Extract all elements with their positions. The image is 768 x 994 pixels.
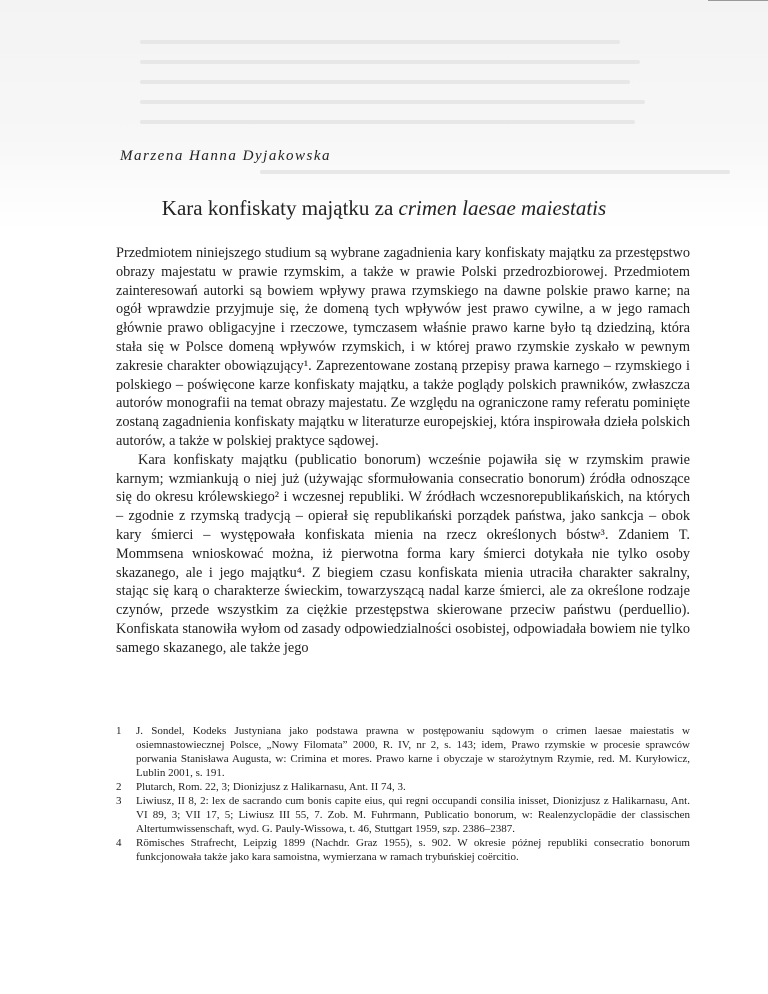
footnote	[116, 780, 690, 794]
paragraph-1: Przedmiotem niniejszego studium są wybrane zagadnienia kary konfiskaty majątku za przestępstwo obrazy majestatu w prawie rzymskim, a także w prawie Polski przedrozbiorowej. Przedmiotem zainteresowań autorki są bowiem wpływy prawa rzymskiego na dawne polskie prawo karne; na ogół wprawdzie przyjmuje się, że domeną tych wpływów jest prawo cywilne, a w jego ramach głównie prawo obligacyjne i rzeczowe, tymczasem właśnie prawo karne było tą dziedziną, która stała się w Polsce domeną wpływów rzymskich, i w której prawo rzymskie zyskało w pewnym zakresie charakter obowiązujący¹. Zaprezentowane zostaną przepisy prawa karnego – rzymskiego i polskiego – poświęcone karze konfiskaty majątku, a także poglądy polskich prawników, zwłaszcza autorów monografii na temat obrazy majestatu. Ze względu na ograniczone ramy referatu pominięte zostaną zagadnienia konfiskaty majątku w literaturze europejskiej, która inspirowała dzieła polskich autorów, a także w polskiej praktyce sądowej.	[116, 245, 690, 449]
footnote-number: 1	[116, 725, 122, 737]
paragraph-2: Kara konfiskaty majątku (publicatio bonorum) wcześnie pojawiła się w rzymskim prawie karnym; wzmiankują o niej już (używając sformułowania consecratio bonorum) źródła odnoszące się do okresu królewskiego² i wczesnej republiki. W źródłach wczesnorepublikańskich, na których – zgodnie z rzymską tradycją – opierał się republikański porządek państwa, jako sankcja – obok kary śmierci – występowała konfiskata mienia na rzecz określonych bóstw³. Zdaniem T. Mommsena wnioskować można, iż pierwotna forma kary śmierci dotykała nie tylko osoby skazanego, ale i jego majątku⁴. Z biegiem czasu konfiskata mienia utraciła charakter sakralny, stając się karą o charakterze świeckim, towarzyszącą nadal karze śmierci, ale za określone rodzaje czynów, przede wszystkim za ciężkie przestępstwa skierowane przeciw państwu (perduellio). Konfiskata stanowiła wyłom od zasady odpowiedzialności osobistej, odpowiadała bowiem nie tylko samego skazanego, ale także jego	[116, 451, 690, 656]
footnote-text: J. Sondel, Kodeks Justyniana jako podstawa prawna w postępowaniu sądowym o crimen laesae maiestatis w osiemnastowiecznej Polsce, „Nowy Filomata” 2000, R. IV, nr 2, s. 143; idem, Prawo rzymskie w procesie sprawców porwania Stanisława Augusta, w: Crimina et mores. Prawo karne i obyczaje w starożytnym Rzymie, red. M. Kuryłowicz, Lublin 2001, s. 191.	[136, 725, 690, 779]
footnote-number: 4	[116, 837, 122, 849]
footnote	[116, 836, 690, 864]
footnote-number: 2	[116, 781, 122, 793]
footnotes	[116, 724, 690, 864]
footnote	[116, 794, 690, 836]
author-name: Marzena Hanna Dyjakowska	[120, 148, 331, 164]
page-corner	[708, 0, 768, 21]
footnote-text: Plutarch, Rom. 22, 3; Dionizjusz z Halikarnasu, Ant. II 74, 3.	[136, 781, 406, 793]
title-emphasis: crimen laesae maiestatis	[398, 196, 607, 220]
footnote	[116, 724, 690, 780]
footnote-text: Römisches Strafrecht, Leipzig 1899 (Nachdr. Graz 1955), s. 902. W okresie późnej republiki consecratio bonorum funkcjonowała także jako kara samoistna, wymierzana w ramach trybuńskiej coërcitio.	[136, 837, 690, 863]
article-title	[0, 196, 768, 221]
footnote-text: Liwiusz, II 8, 2: lex de sacrando cum bonis capite eius, qui regni occupandi consilia inisset, Dionizjusz z Halikarnasu, Ant. VI 89, 3; VII 17, 5; Liwiusz III 55, 7. Zob. M. Fuhrmann, Publicatio bonorum, w: Realenzyclopädie der classischen Altertumwissenschaft, wyd. G. Pauly-Wissowa, t. 46, Stuttgart 1959, szp. 2386–2387.	[136, 795, 690, 835]
footnote-number: 3	[116, 795, 122, 807]
article-body	[116, 244, 690, 658]
title-prefix: Kara konfiskaty majątku za	[161, 196, 399, 220]
